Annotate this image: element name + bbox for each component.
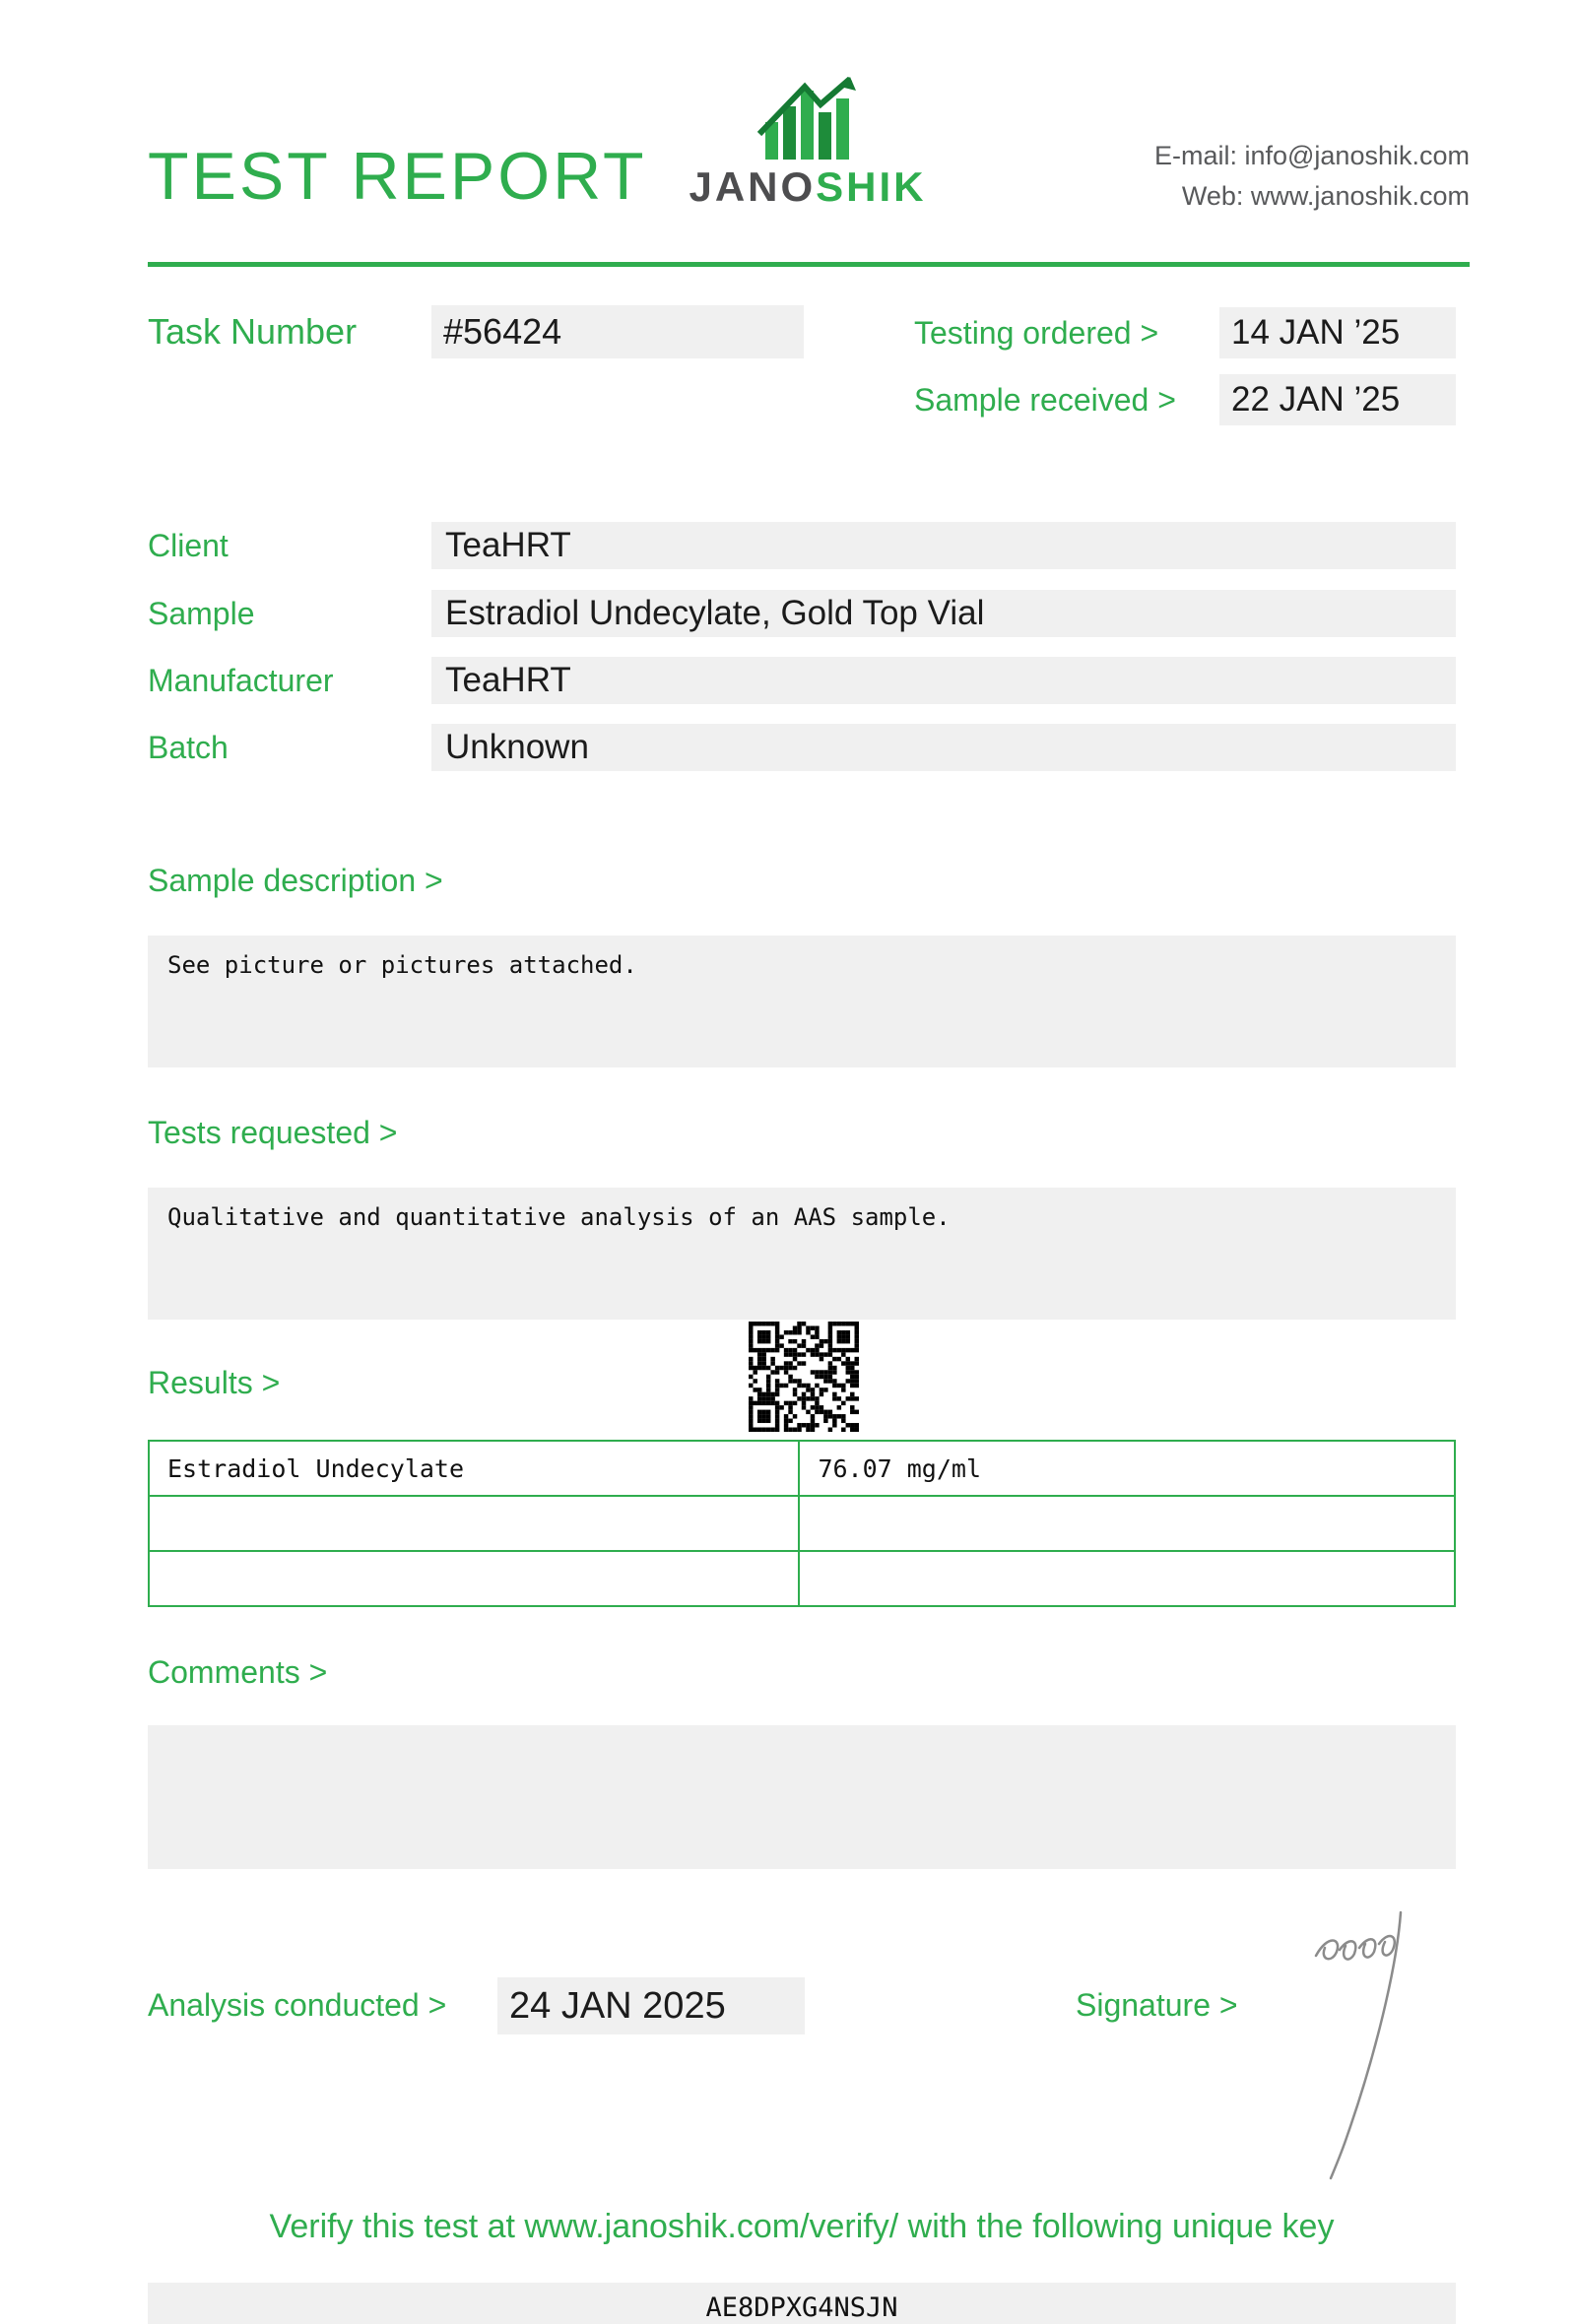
client-value: TeaHRT bbox=[431, 522, 1456, 569]
results-row bbox=[149, 1496, 1455, 1551]
header-divider bbox=[148, 262, 1470, 267]
page-title: TEST REPORT bbox=[148, 139, 647, 214]
contact-web: Web: www.janoshik.com bbox=[1181, 181, 1470, 211]
logo-shik: SHIK bbox=[816, 163, 927, 210]
verify-instruction: Verify this test at www.janoshik.com/verify/ with the following unique key bbox=[269, 2208, 1335, 2245]
sample-description-label: Sample description > bbox=[148, 863, 443, 898]
batch-label: Batch bbox=[148, 730, 229, 765]
unique-key: AE8DPXG4NSJN bbox=[148, 2283, 1456, 2324]
contact-email: E-mail: info@janoshik.com bbox=[1153, 141, 1470, 170]
sample-description-box: See picture or pictures attached. bbox=[148, 936, 1456, 1067]
batch-value: Unknown bbox=[431, 724, 1456, 771]
result-value bbox=[799, 1496, 1455, 1551]
sample-received-label: Sample received > bbox=[914, 382, 1176, 418]
testing-ordered-label: Testing ordered > bbox=[914, 315, 1159, 351]
signature-image bbox=[1298, 1899, 1436, 2189]
result-substance bbox=[149, 1496, 799, 1551]
comments-box bbox=[148, 1725, 1456, 1869]
signature-label: Signature > bbox=[1076, 1987, 1238, 2023]
result-substance bbox=[149, 1551, 799, 1606]
tests-requested-label: Tests requested > bbox=[148, 1115, 398, 1150]
logo-jano: JANO bbox=[689, 163, 817, 210]
manufacturer-value: TeaHRT bbox=[431, 657, 1456, 704]
task-number-label: Task Number bbox=[148, 311, 358, 352]
result-value: 76.07 mg/ml bbox=[799, 1441, 1455, 1496]
tests-requested-box: Qualitative and quantitative analysis of an AAS sample. bbox=[148, 1188, 1456, 1320]
sample-value: Estradiol Undecylate, Gold Top Vial bbox=[431, 590, 1456, 637]
logo-wordmark bbox=[680, 163, 936, 211]
results-label: Results > bbox=[148, 1365, 281, 1400]
results-row bbox=[149, 1551, 1455, 1606]
qr-code bbox=[749, 1322, 859, 1432]
contact-block bbox=[1154, 136, 1470, 217]
results-row bbox=[149, 1441, 1455, 1496]
result-substance: Estradiol Undecylate bbox=[149, 1441, 799, 1496]
logo-chart-icon bbox=[744, 77, 872, 160]
testing-ordered-value: 14 JAN ’25 bbox=[1219, 307, 1456, 358]
task-number-value: #56424 bbox=[431, 305, 804, 358]
results-table bbox=[148, 1440, 1456, 1607]
comments-label: Comments > bbox=[148, 1654, 328, 1690]
analysis-conducted-label: Analysis conducted > bbox=[148, 1987, 447, 2023]
analysis-conducted-value: 24 JAN 2025 bbox=[497, 1977, 805, 2034]
client-label: Client bbox=[148, 528, 229, 563]
result-value bbox=[799, 1551, 1455, 1606]
manufacturer-label: Manufacturer bbox=[148, 663, 334, 698]
sample-received-value: 22 JAN ’25 bbox=[1219, 374, 1456, 425]
sample-label: Sample bbox=[148, 596, 255, 631]
janoshik-logo bbox=[680, 77, 936, 211]
